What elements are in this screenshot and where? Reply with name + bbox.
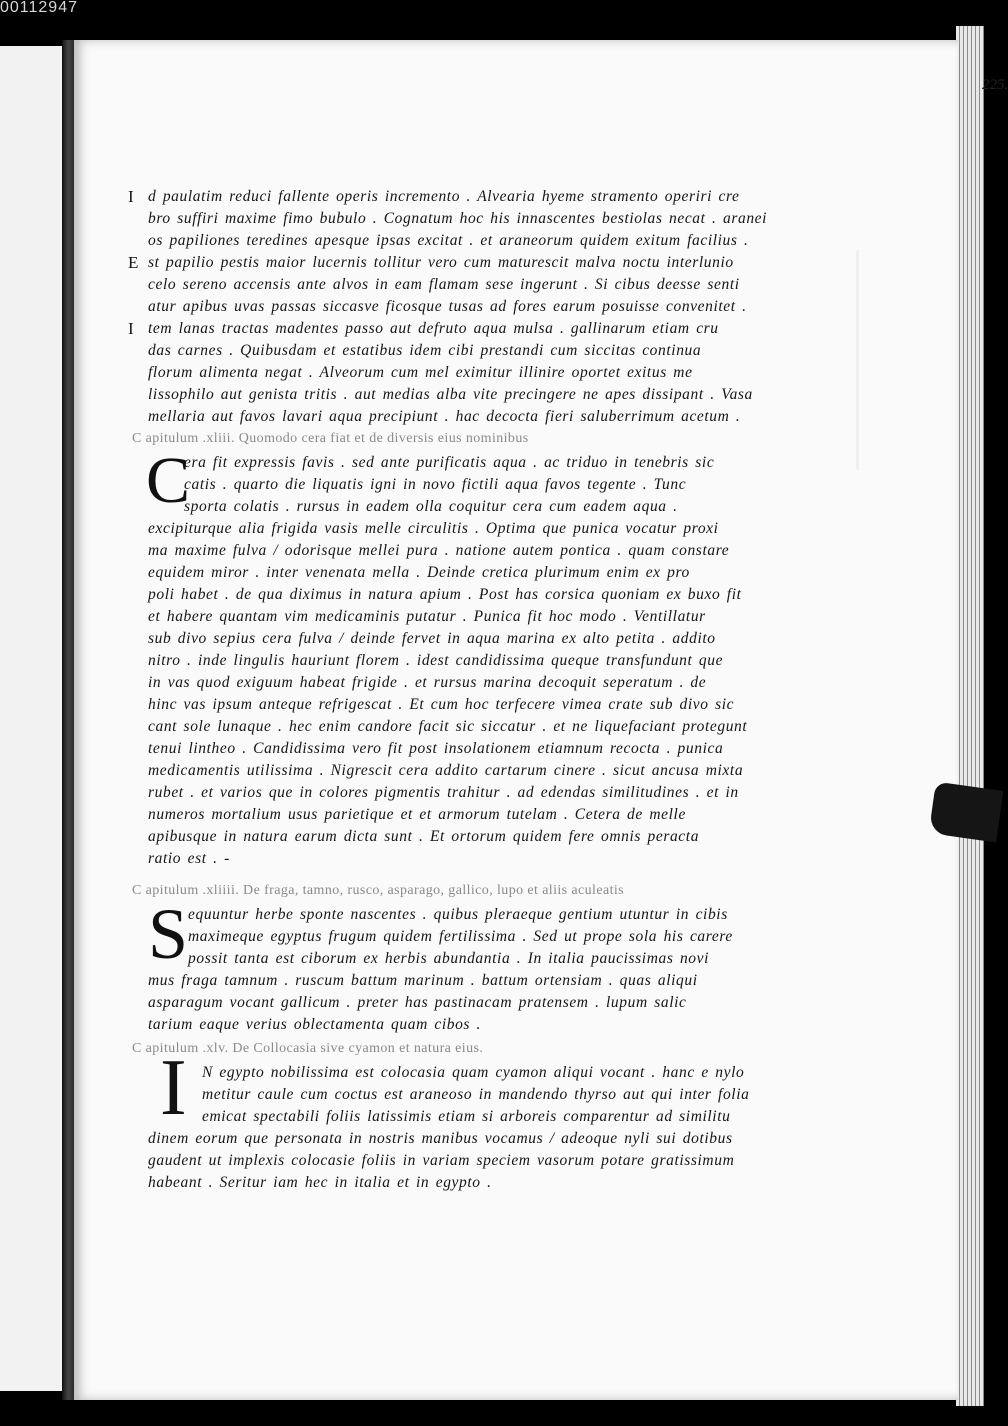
text-line: bro suffiri maxime fimo bubulo . Cognatum hoc his innascentes bestiolas necat . aranei [148,210,768,227]
text-line: tarium eaque verius oblectamenta quam cibos . [148,1016,482,1033]
margin-initial-i2: I [128,319,134,338]
manuscript-page [74,40,1008,1400]
text-line: et habere quantam vim medicaminis putatur . Punica fit hoc modo . Ventillatur [148,608,706,625]
text-line: sub divo sepius cera fulva / deinde fervet in aqua marina ex alto petita . addito [148,630,716,647]
text-line: mus fraga tamnum . ruscum battum marinum . battum ortensiam . quas aliqui [148,972,698,989]
text-line: possit tanta est ciborum ex herbis abundantia . In italia paucissimas novi [188,950,710,967]
text-line: maximeque egyptus frugum quidem fertilissima . Sed ut prope sola his carere [188,928,733,945]
text-line: apibusque in natura earum dicta sunt . Et ortorum quidem fere omnis peracta [148,828,700,845]
chapter-rubric: C apitulum .xlv. De Collocasia sive cyamon et natura eius. [132,1041,484,1056]
text-line: ma maxime fulva / odorisque mellei pura . natione autem pontica . quam constare [148,542,730,559]
margin-initial-i1: I [128,187,134,206]
text-line: metitur caule cum coctus est araneoso in mandendo thyrso aut qui inter folia [202,1086,750,1103]
text-line: asparagum vocant gallicum . preter has pastinacam pratensem . lupum salic [148,994,687,1011]
frame-number: 00112947 [0,0,78,16]
text-line: florum alimenta negat . Alveorum cum mel eximitur illinire oportet exitus me [148,364,693,381]
chapter-rubric: C apitulum .xliii. Quomodo cera fiat et de diversis eius nominibus [132,431,529,446]
text-line: gaudent ut implexis colocasie foliis in variam speciem vasorum potare gratissimum [148,1152,735,1169]
text-line: das carnes . Quibusdam et estatibus idem cibi prestandi cum siccitas continua [148,342,702,359]
text-line: lissophilo aut genista tritis . aut medias alba vite precingere ne apes dissipant . Vasa [148,386,753,403]
page-tab-marker [929,782,1004,843]
show-through-mark [786,250,859,470]
text-line: mellaria aut favos lavari aqua precipiunt . hac decocta fieri saluberrimum acetum . [148,408,741,425]
text-line: atur apibus uvas passas siccasve ficosque tusas ad fores earum posuisse convenitet . [148,298,747,315]
text-line: era fit expressis favis . sed ante purificatis aqua . ac triduo in tenebris sic [184,454,715,471]
text-line: ratio est . - [148,850,230,867]
text-line: rubet . et varios que in colores pigmentis trahitur . ad edendas similitudines . et in [148,784,739,801]
text-line: numeros mortalium usus parietique et et armorum tutelam . Cetera de melle [148,806,686,823]
text-line: tem lanas tractas madentes passo aut defruto aqua mulsa . gallinarum etiam cru [148,320,719,337]
folio-number: 225. [982,77,1008,93]
text-line: catis . quarto die liquatis igni in novo fictili aqua favos tegente . Tunc [184,476,687,493]
margin-initial-e: E [128,253,139,272]
drop-cap-c: C [146,444,191,517]
text-line: excipiturque alia frigida vasis melle circulitis . Optima que punica vocatur proxi [148,520,719,537]
chapter-rubric: C apitulum .xliiii. De fraga, tamno, rusco, asparago, gallico, lupo et aliis aculeatis [132,883,624,898]
text-line: emicat spectabili foliis latissimis etiam si arboreis comparentur ad similitu [202,1108,731,1125]
text-line: N egypto nobilissima est colocasia quam cyamon aliqui vocant . hanc e nylo [202,1064,745,1081]
page-stack-edges [956,26,984,1406]
text-line: hinc vas ipsum anteque refrigescat . Et cum hoc terfecere vimea crate sub divo sic [148,696,735,713]
text-line: poli habet . de qua diximus in natura apium . Post has corsica quoniam ex buxo fit [148,586,742,603]
text-line: medicamentis utilissima . Nigrescit cera addito cartarum cinere . sicut ancusa mixta [148,762,744,779]
text-line: nitro . inde lingulis hauriunt florem . idest candidissima queque transfundunt que [148,652,724,669]
drop-cap-i: I [160,1044,187,1132]
text-line: celo sereno accensis ante alvos in eam flamam sese ingerunt . Si cibus deesse senti [148,276,740,293]
text-line: d paulatim reduci fallente operis incremento . Alvearia hyeme stramento operiri cre [148,188,740,205]
text-line: os papiliones teredines apesque ipsas excitat . et araneorum quidem exitum facilius . [148,232,749,249]
text-line: cant sole lunaque . hec enim candore facit sic siccatur . et ne liquefaciant protegunt [148,718,748,735]
text-line: equuntur herbe sponte nascentes . quibus pleraeque gentium utuntur in cibis [188,906,728,923]
text-line: dinem eorum que personata in nostris manibus vocamus / adeoque nyli sui dotibus [148,1130,733,1147]
text-line: st papilio pestis maior lucernis tollitur vero cum maturescit malva noctu interlunio [148,254,734,271]
text-line: sporta colatis . rursus in eadem olla coquitur cera cum eadem aqua . [184,498,678,515]
text-line: tenui lintheo . Candidissima vero fit post insolationem etiamnum recocta . punica [148,740,724,757]
left-page-edge [0,46,65,1391]
text-line: equidem miror . inter venenata mella . Deinde cretica plurimum enim ex pro [148,564,690,581]
text-line: habeant . Seritur iam hec in italia et in egypto . [148,1174,492,1191]
drop-cap-s: S [148,894,189,974]
text-line: in vas quod exiguum habeat frigide . et rursus marina decoquit seperatum . de [148,674,707,691]
